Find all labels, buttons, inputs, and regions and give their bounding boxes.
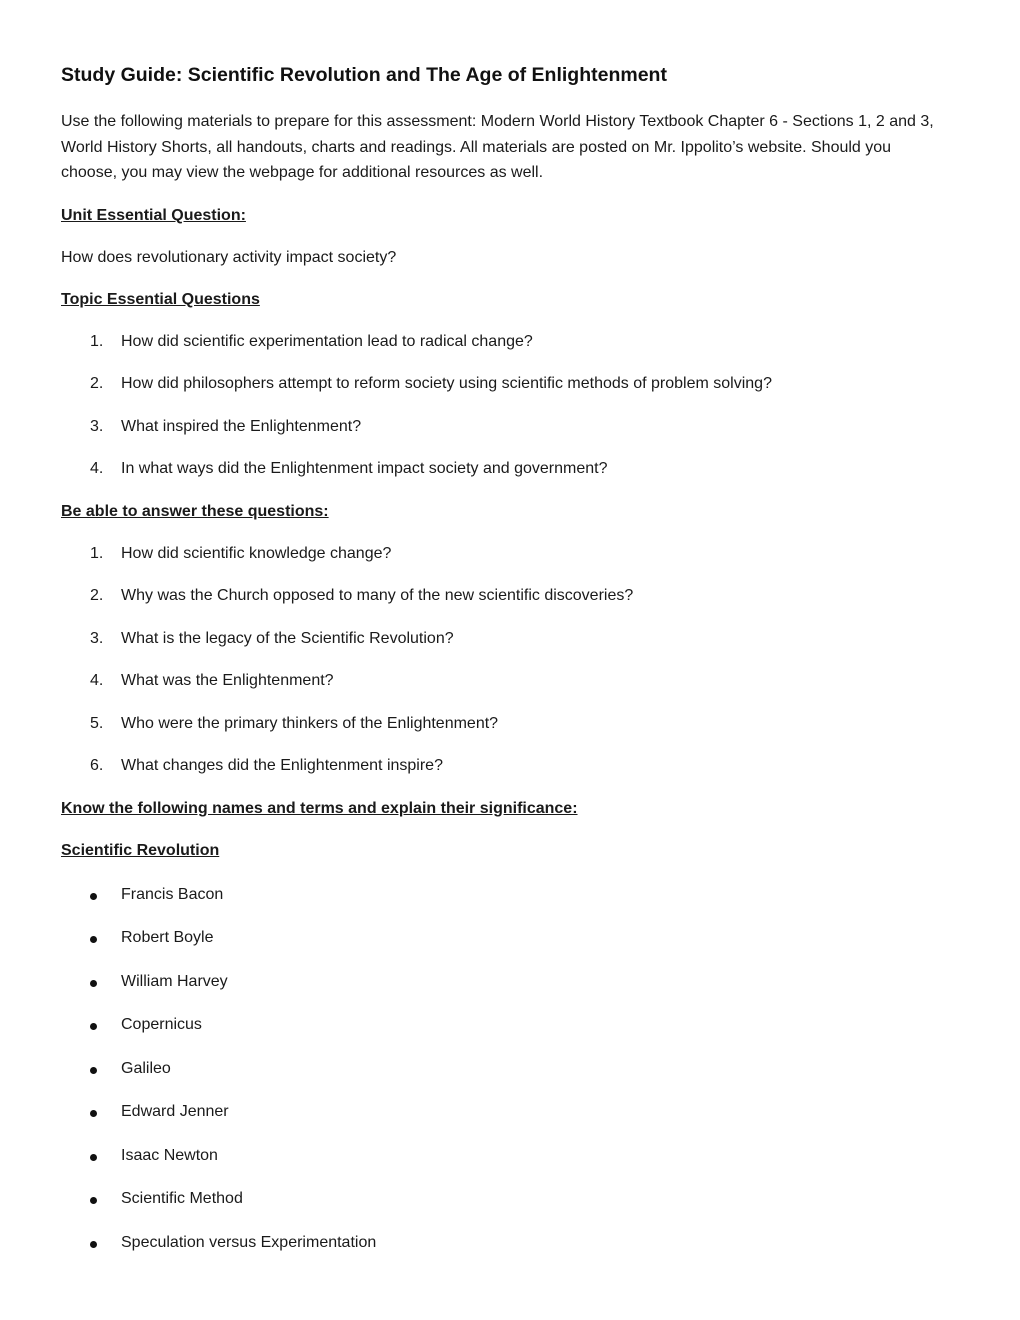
bullet-icon (90, 1110, 97, 1117)
item-text: How did scientific experimentation lead to radical change? (121, 332, 533, 350)
list-item (61, 459, 961, 479)
item-number: 4. (90, 460, 104, 477)
item-text: Speculation versus Experimentation (121, 1233, 377, 1251)
list-item (61, 1102, 961, 1122)
list-item (61, 332, 961, 352)
item-text: William Harvey (121, 972, 228, 990)
list-item (61, 1189, 961, 1209)
answer-questions-list (61, 544, 961, 777)
list-item (61, 1059, 961, 1079)
list-item (61, 928, 961, 948)
unit-question-text: How does revolutionary activity impact society? (61, 248, 397, 266)
item-text: Francis Bacon (121, 885, 224, 903)
scientific-revolution-heading: Scientific Revolution (61, 842, 220, 859)
item-text: What inspired the Enlightenment? (121, 417, 362, 435)
bullet-icon (90, 1023, 97, 1030)
list-item (61, 417, 961, 437)
page-title: Study Guide: Scientific Revolution and The Age of Enlightenment (61, 64, 667, 86)
item-number: 3. (90, 629, 104, 647)
list-item (61, 1146, 961, 1166)
list-item (61, 586, 961, 606)
item-number: 4. (90, 672, 104, 689)
item-number: 3. (90, 417, 104, 435)
item-text: What is the legacy of the Scientific Revolution? (121, 629, 454, 647)
item-text: Why was the Church opposed to many of the new scientific discoveries? (121, 587, 634, 604)
list-item (61, 1233, 961, 1253)
item-text: What was the Enlightenment? (121, 672, 334, 689)
item-text: What changes did the Enlightenment inspire? (121, 757, 443, 774)
list-item (61, 374, 961, 394)
item-number: 1. (90, 332, 104, 350)
bullet-icon (90, 1154, 97, 1161)
item-text: Robert Boyle (121, 929, 214, 946)
item-number: 1. (90, 544, 104, 562)
list-item (61, 714, 961, 734)
answer-questions-heading: Be able to answer these questions: (61, 502, 329, 520)
intro-paragraph: Use the following materials to prepare for this assessment: Modern World History Textbook Chapter 6 - Sections 1, 2 and 3, World History Shorts, all handouts, charts and readings. All materials are posted on Mr. Ippolito’s website. Should you choose, you may view the webpage for additional resources as well. (61, 113, 934, 181)
terms-list (61, 885, 961, 1253)
item-text: How did scientific knowledge change? (121, 544, 392, 562)
list-item (61, 885, 961, 905)
unit-question-heading: Unit Essential Question: (61, 206, 246, 224)
item-text: Copernicus (121, 1016, 202, 1033)
item-number: 2. (90, 375, 104, 392)
item-number: 2. (90, 587, 104, 604)
list-item (61, 671, 961, 691)
item-text: In what ways did the Enlightenment impact society and government? (121, 460, 608, 477)
study-guide-page (61, 58, 961, 1253)
item-text: Who were the primary thinkers of the Enlightenment? (121, 714, 499, 732)
item-text: Scientific Method (121, 1190, 243, 1207)
list-item (61, 629, 961, 649)
topic-questions-heading: Topic Essential Questions (61, 290, 260, 308)
topic-questions-list (61, 332, 961, 480)
bullet-icon (90, 1241, 97, 1248)
item-number: 5. (90, 714, 104, 732)
item-text: Galileo (121, 1059, 171, 1077)
bullet-icon (90, 980, 97, 987)
item-number: 6. (90, 757, 104, 774)
list-item (61, 756, 961, 776)
list-item (61, 544, 961, 564)
item-text: Isaac Newton (121, 1146, 218, 1164)
list-item (61, 972, 961, 992)
bullet-icon (90, 1197, 97, 1204)
bullet-icon (90, 936, 97, 943)
terms-heading: Know the following names and terms and explain their significance: (61, 799, 578, 817)
bullet-icon (90, 893, 97, 900)
item-text: How did philosophers attempt to reform society using scientific methods of problem solving? (121, 375, 772, 392)
list-item (61, 1015, 961, 1035)
item-text: Edward Jenner (121, 1103, 229, 1120)
bullet-icon (90, 1067, 97, 1074)
